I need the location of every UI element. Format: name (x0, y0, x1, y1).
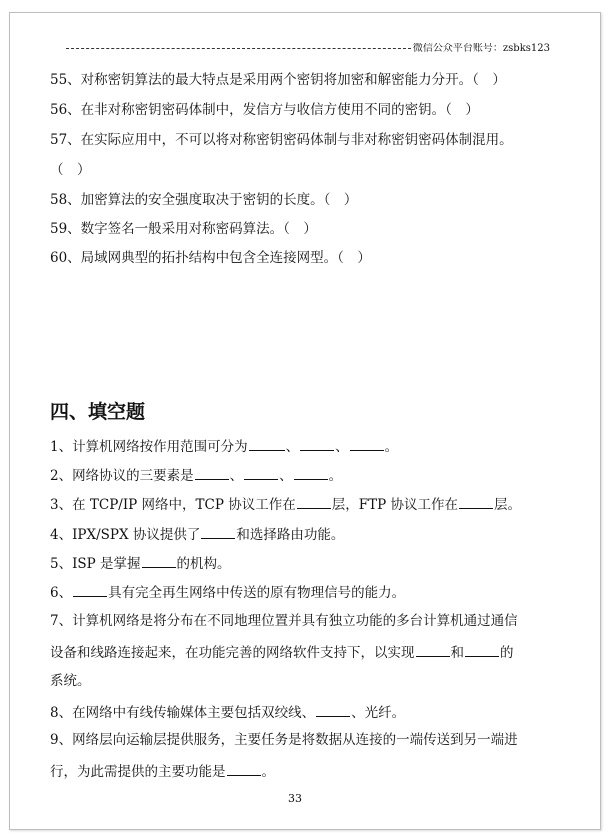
answer-blank[interactable] (416, 642, 450, 657)
fill-q6-text: 6、 (50, 585, 73, 601)
fill-question-1 (50, 436, 398, 456)
answer-blank[interactable] (300, 436, 334, 451)
fill-q6-text-b: 具有完全再生网络中传送的原有物理信号的能力。 (108, 585, 406, 601)
question-58: 58、加密算法的安全强度取决于密钥的长度。（ ） (50, 192, 358, 208)
question-60: 60、局域网典型的拓扑结构中包含全连接网型。（ ） (50, 250, 371, 266)
answer-blank[interactable] (73, 582, 107, 597)
page-header (50, 43, 550, 55)
fill-question-9-line-1: 9、网络层向运输层提供服务，主要任务是将数据从连接的一端传送到另一端进 (50, 732, 518, 748)
fill-q9-text: 行，为此需提供的主要功能是 (50, 764, 226, 780)
header-dashed-rule (66, 48, 411, 49)
fill-question-7-line-1: 7、计算机网络是将分布在不同地理位置并具有独立功能的多台计算机通过通信 (50, 613, 518, 629)
answer-blank[interactable] (294, 465, 328, 480)
fill-q5-text: 5、ISP 是掌握 (50, 556, 141, 572)
fill-q4-text-b: 和选择路由功能。 (236, 527, 345, 543)
answer-blank[interactable] (249, 436, 285, 451)
fill-question-6 (50, 582, 405, 602)
fill-question-3 (50, 494, 521, 514)
answer-blank[interactable] (459, 494, 493, 509)
answer-blank[interactable] (350, 436, 384, 451)
fill-q9-end: 。 (261, 764, 275, 780)
fill-q2-sep: 、 (279, 468, 293, 484)
fill-q3-end: 层。 (494, 497, 522, 513)
fill-q2-sep: 、 (229, 468, 244, 484)
answer-blank[interactable] (142, 553, 176, 568)
answer-blank[interactable] (465, 642, 499, 657)
section-title: 四、填空题 (50, 401, 146, 423)
fill-q1-end: 。 (384, 439, 399, 455)
question-59: 59、数字签名一般采用对称密码算法。（ ） (50, 221, 317, 237)
fill-q3-text: 3、在 TCP/IP 网络中，TCP 协议工作在 (50, 497, 296, 513)
fill-question-5 (50, 553, 231, 573)
fill-q7-text: 设备和线路连接起来，在功能完善的网络软件支持下，以实现 (50, 645, 415, 661)
question-56: 56、在非对称密钥密码体制中，发信方与收信方使用不同的密钥。（ ） (50, 102, 479, 118)
fill-question-7-line-3: 系统。 (50, 673, 91, 689)
question-55: 55、对称密钥算法的最大特点是采用两个密钥将加密和解密能力分开。（ ） (50, 72, 506, 88)
fill-q5-text-b: 的机构。 (176, 556, 231, 572)
header-account-text: 微信公众平台账号：zsbks123 (412, 43, 550, 54)
fill-question-9-line-2 (50, 761, 275, 781)
fill-q2-text: 2、网络协议的三要素是 (50, 468, 194, 484)
fill-question-8 (50, 702, 405, 722)
fill-q7-text-c: 的 (500, 645, 514, 661)
fill-q4-text: 4、IPX/SPX 协议提供了 (50, 527, 201, 543)
fill-q3-text-b: 层，FTP 协议工作在 (331, 497, 459, 513)
answer-blank[interactable] (244, 465, 278, 480)
fill-q1-text: 1、计算机网络按作用范围可分为 (50, 439, 248, 455)
page-number: 33 (288, 792, 302, 805)
fill-q1-sep: 、 (335, 439, 349, 455)
fill-question-7-line-2 (50, 642, 514, 662)
answer-blank[interactable] (316, 702, 350, 717)
fill-q2-end: 。 (328, 468, 343, 484)
fill-q7-text-b: 和 (450, 645, 464, 661)
fill-q8-text-b: 、光纤。 (351, 705, 406, 721)
answer-blank[interactable] (201, 524, 235, 539)
question-57-bracket: （ ） (50, 162, 91, 178)
question-57: 57、在实际应用中，不可以将对称密钥密码体制与非对称密钥密码体制混用。 (50, 132, 513, 148)
fill-question-4 (50, 524, 344, 544)
fill-q1-sep: 、 (285, 439, 300, 455)
answer-blank[interactable] (195, 465, 229, 480)
fill-question-2 (50, 465, 342, 485)
answer-blank[interactable] (297, 494, 331, 509)
fill-q8-text: 8、在网络中有线传输媒体主要包括双绞线、 (50, 705, 316, 721)
answer-blank[interactable] (227, 761, 261, 776)
